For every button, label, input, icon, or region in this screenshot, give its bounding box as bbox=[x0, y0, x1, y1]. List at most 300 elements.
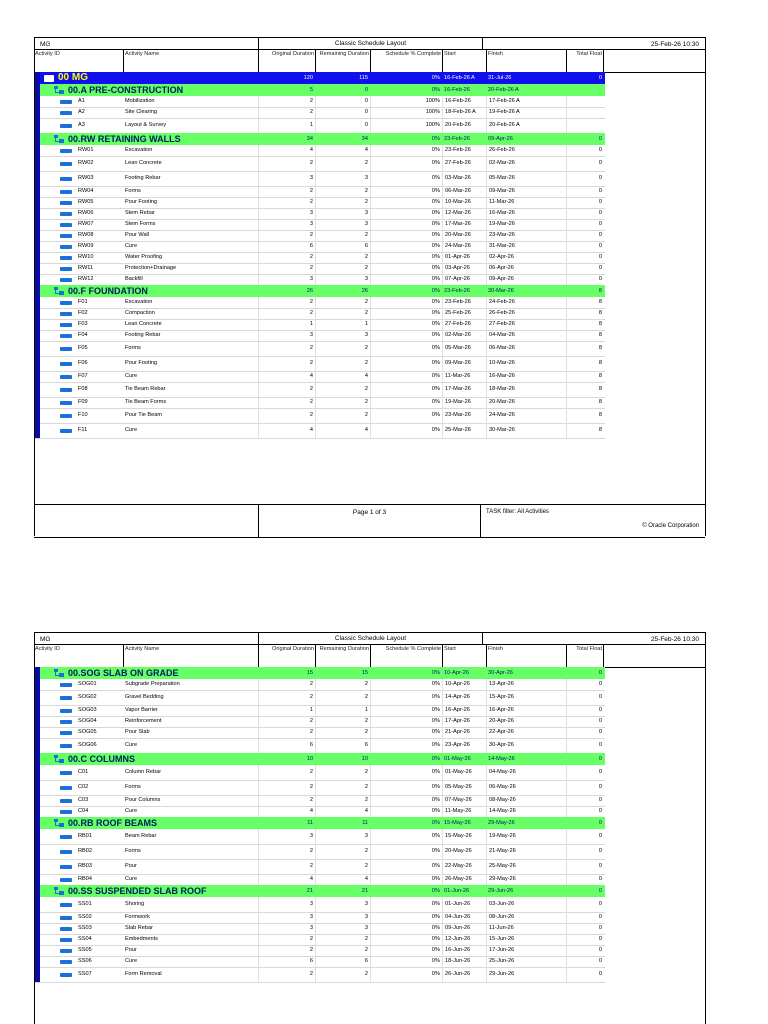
start-date: 07-May-26 bbox=[442, 795, 486, 806]
schedule-percent: 0% bbox=[370, 330, 442, 341]
activity-name: Stem Rebar bbox=[125, 210, 155, 216]
schedule-percent: 100% bbox=[370, 118, 442, 133]
start-date: 24-Mar-26 bbox=[442, 241, 486, 252]
schedule-percent: 0% bbox=[370, 765, 442, 780]
schedule-percent: 0% bbox=[370, 945, 442, 956]
remaining-duration: 4 bbox=[315, 874, 370, 885]
layout-title: Classic Schedule Layout bbox=[258, 38, 483, 50]
finish-date: 24-Feb-26 bbox=[486, 297, 566, 308]
total-float: 0 bbox=[566, 263, 604, 274]
finish-date: 03-Jun-26 bbox=[486, 897, 566, 912]
remaining-duration: 1 bbox=[315, 705, 370, 716]
original-duration: 2 bbox=[258, 252, 315, 263]
activity-id: C04 bbox=[78, 808, 89, 814]
finish-date: 26-Feb-26 bbox=[486, 145, 566, 156]
col-schedule-pct[interactable]: Schedule % Complete bbox=[370, 50, 442, 72]
start-date: 23-Mar-26 bbox=[442, 408, 486, 423]
remaining-duration: 2 bbox=[315, 844, 370, 859]
activity-id: F09 bbox=[78, 399, 88, 405]
activity-id: A1 bbox=[78, 98, 85, 104]
remaining-duration: 3 bbox=[315, 219, 370, 230]
remaining-duration: 3 bbox=[315, 274, 370, 285]
project-code: MG bbox=[40, 41, 51, 48]
finish-date: 16-Mar-26 bbox=[486, 371, 566, 382]
activity-name: Column Rebar bbox=[125, 769, 162, 775]
schedule-percent: 0% bbox=[370, 897, 442, 912]
wbs-name: 00.SOG SLAB ON GRADE bbox=[68, 668, 179, 678]
remaining-duration: 2 bbox=[315, 341, 370, 356]
remaining-duration: 2 bbox=[315, 308, 370, 319]
activity-id: F03 bbox=[78, 321, 88, 327]
remaining-duration: 0 bbox=[315, 96, 370, 107]
activity-id: SOG02 bbox=[78, 694, 97, 700]
wbs-name: 00.C COLUMNS bbox=[68, 754, 136, 764]
remaining-duration: 2 bbox=[315, 186, 370, 197]
total-float: 0 bbox=[566, 230, 604, 241]
original-duration: 2 bbox=[258, 679, 315, 690]
activity-name: Cure bbox=[125, 742, 138, 748]
total-float: 0 bbox=[566, 765, 604, 780]
activity-name: Compaction bbox=[125, 310, 155, 316]
total-float: 0 bbox=[566, 844, 604, 859]
original-duration: 21 bbox=[306, 888, 313, 894]
start-date: 26-May-26 bbox=[442, 874, 486, 885]
remaining-duration: 3 bbox=[315, 912, 370, 923]
remaining-duration: 115 bbox=[359, 75, 368, 81]
activity-name: Reinforcement bbox=[125, 718, 162, 724]
remaining-duration: 6 bbox=[315, 956, 370, 967]
schedule-percent: 0% bbox=[370, 274, 442, 285]
schedule-percent: 0% bbox=[370, 780, 442, 795]
activity-name: Embedments bbox=[125, 936, 158, 942]
activity-name: Pour Columns bbox=[125, 797, 161, 803]
col-total-float[interactable]: Total Float bbox=[566, 50, 604, 72]
start-date: 04-Jun-26 bbox=[442, 912, 486, 923]
total-float: 0 bbox=[566, 738, 604, 753]
activity-name: Beam Rebar bbox=[125, 833, 157, 839]
start-date: 03-Apr-26 bbox=[442, 263, 486, 274]
finish-date: 29-Jun-26 bbox=[488, 888, 514, 894]
finish-date: 30-Apr-26 bbox=[488, 670, 513, 676]
start-date: 01-Jun-26 bbox=[444, 888, 470, 894]
total-float: 8 bbox=[566, 397, 604, 408]
start-date: 11-Mar-26 bbox=[442, 371, 486, 382]
start-date: 01-Jun-26 bbox=[442, 897, 486, 912]
total-float: 0 bbox=[566, 945, 604, 956]
col-original-duration[interactable]: Original Duration bbox=[258, 50, 315, 72]
schedule-percent: 0% bbox=[370, 738, 442, 753]
schedule-percent: 0% bbox=[370, 297, 442, 308]
schedule-page-1 bbox=[34, 37, 705, 538]
original-duration: 3 bbox=[258, 923, 315, 934]
schedule-percent: 0% bbox=[370, 859, 442, 874]
activity-id: F10 bbox=[78, 412, 88, 418]
finish-date: 25-May-26 bbox=[486, 859, 566, 874]
original-duration: 2 bbox=[258, 765, 315, 780]
remaining-duration: 4 bbox=[315, 145, 370, 156]
schedule-percent: 0% bbox=[370, 341, 442, 356]
original-duration: 2 bbox=[258, 230, 315, 241]
remaining-duration: 0 bbox=[315, 107, 370, 118]
filter-label: TASK filter: All Activities bbox=[486, 509, 549, 515]
original-duration: 3 bbox=[258, 208, 315, 219]
original-duration: 120 bbox=[303, 75, 313, 81]
start-date: 20-Mar-26 bbox=[442, 230, 486, 241]
schedule-percent: 0% bbox=[431, 888, 440, 894]
activity-name: Protection+Drainage bbox=[125, 265, 177, 271]
finish-date: 02-Apr-26 bbox=[486, 252, 566, 263]
finish-date: 23-Mar-26 bbox=[486, 230, 566, 241]
start-date: 16-Feb-26 bbox=[444, 87, 470, 93]
start-date: 25-Mar-26 bbox=[442, 423, 486, 438]
finish-date: 06-Apr-26 bbox=[486, 263, 566, 274]
start-date: 21-Apr-26 bbox=[442, 727, 486, 738]
total-float: 0 bbox=[598, 820, 602, 826]
finish-date: 20-Feb-26 A bbox=[486, 118, 566, 133]
original-duration: 10 bbox=[306, 756, 313, 762]
col-activity-id[interactable]: Activity ID bbox=[35, 646, 60, 652]
start-date: 20-May-26 bbox=[442, 844, 486, 859]
report-date: 25-Feb-26 10:30 bbox=[650, 636, 699, 643]
remaining-duration: 4 bbox=[315, 423, 370, 438]
original-duration: 2 bbox=[258, 934, 315, 945]
col-total-float[interactable]: Total Float bbox=[566, 645, 604, 667]
col-activity-name[interactable]: Activity Name bbox=[123, 645, 258, 667]
original-duration: 2 bbox=[258, 859, 315, 874]
finish-date: 17-Feb-26 A bbox=[486, 96, 566, 107]
remaining-duration: 2 bbox=[315, 382, 370, 397]
col-activity-id[interactable]: Activity ID bbox=[35, 51, 60, 57]
remaining-duration: 2 bbox=[315, 967, 370, 982]
schedule-percent: 0% bbox=[370, 252, 442, 263]
activity-id: A3 bbox=[78, 122, 85, 128]
activity-id: SS04 bbox=[78, 936, 92, 942]
start-date: 01-Apr-26 bbox=[442, 252, 486, 263]
remaining-duration: 6 bbox=[315, 241, 370, 252]
total-float: 8 bbox=[566, 330, 604, 341]
remaining-duration: 26 bbox=[361, 288, 368, 294]
original-duration: 15 bbox=[306, 670, 313, 676]
finish-date: 19-May-26 bbox=[486, 829, 566, 844]
start-date: 09-Mar-26 bbox=[442, 356, 486, 371]
original-duration: 2 bbox=[258, 308, 315, 319]
remaining-duration: 2 bbox=[315, 263, 370, 274]
schedule-percent: 0% bbox=[370, 219, 442, 230]
finish-date: 25-Jun-26 bbox=[486, 956, 566, 967]
total-float: 8 bbox=[566, 297, 604, 308]
schedule-percent: 0% bbox=[431, 87, 440, 93]
schedule-percent: 0% bbox=[370, 408, 442, 423]
original-duration: 1 bbox=[258, 705, 315, 716]
schedule-percent: 0% bbox=[370, 397, 442, 408]
activity-id: RW02 bbox=[78, 160, 94, 166]
original-duration: 5 bbox=[309, 87, 313, 93]
start-date: 25-Feb-26 bbox=[442, 308, 486, 319]
original-duration: 6 bbox=[258, 738, 315, 753]
remaining-duration: 3 bbox=[315, 330, 370, 341]
original-duration: 2 bbox=[258, 186, 315, 197]
activity-id: RW04 bbox=[78, 188, 94, 194]
start-date: 05-Mar-26 bbox=[442, 341, 486, 356]
original-duration: 3 bbox=[258, 829, 315, 844]
start-date: 19-Mar-26 bbox=[442, 397, 486, 408]
finish-date: 08-Jun-26 bbox=[486, 912, 566, 923]
finish-date: 27-Feb-26 bbox=[486, 319, 566, 330]
activity-id: C03 bbox=[78, 797, 89, 803]
activity-name: Forms bbox=[125, 345, 141, 351]
total-float: 0 bbox=[566, 241, 604, 252]
start-date: 22-May-26 bbox=[442, 859, 486, 874]
start-date: 15-May-26 bbox=[444, 820, 471, 826]
start-date: 05-May-26 bbox=[442, 780, 486, 795]
total-float: 0 bbox=[566, 956, 604, 967]
schedule-percent: 0% bbox=[370, 806, 442, 817]
start-date: 18-Jun-26 bbox=[442, 956, 486, 967]
activity-id: SS07 bbox=[78, 971, 92, 977]
original-duration: 4 bbox=[258, 371, 315, 382]
finish-date: 15-Jun-26 bbox=[486, 934, 566, 945]
start-date: 16-Apr-26 bbox=[442, 705, 486, 716]
remaining-duration: 3 bbox=[315, 829, 370, 844]
schedule-percent: 0% bbox=[370, 795, 442, 806]
activity-name: Lean Concrete bbox=[125, 321, 162, 327]
total-float: 0 bbox=[566, 705, 604, 716]
remaining-duration: 2 bbox=[315, 859, 370, 874]
remaining-duration: 4 bbox=[315, 371, 370, 382]
activity-name: Layout & Survey bbox=[125, 122, 167, 128]
activity-id: RW09 bbox=[78, 243, 94, 249]
schedule-percent: 0% bbox=[370, 912, 442, 923]
schedule-percent: 0% bbox=[370, 356, 442, 371]
finish-date: 19-Mar-26 bbox=[486, 219, 566, 230]
finish-date: 13-Apr-26 bbox=[486, 679, 566, 690]
total-float: 0 bbox=[566, 780, 604, 795]
col-start[interactable]: Start bbox=[442, 645, 486, 667]
activity-name: Backfill bbox=[125, 276, 143, 282]
remaining-duration: 0 bbox=[364, 87, 368, 93]
schedule-percent: 0% bbox=[370, 705, 442, 716]
total-float: 8 bbox=[566, 319, 604, 330]
start-date: 17-Mar-26 bbox=[442, 382, 486, 397]
original-duration: 6 bbox=[258, 956, 315, 967]
finish-date: 22-Apr-26 bbox=[486, 727, 566, 738]
activity-id: SOG06 bbox=[78, 742, 97, 748]
activity-name: Vapor Barrier bbox=[125, 707, 158, 713]
remaining-duration: 2 bbox=[315, 690, 370, 705]
copyright: © Oracle Corporation bbox=[642, 523, 699, 529]
finish-date: 10-Mar-26 bbox=[486, 356, 566, 371]
original-duration: 4 bbox=[258, 423, 315, 438]
activity-name: Forms bbox=[125, 848, 141, 854]
activity-name: Forms bbox=[125, 784, 141, 790]
total-float: 0 bbox=[566, 679, 604, 690]
col-activity-name[interactable]: Activity Name bbox=[123, 50, 258, 72]
total-float: 8 bbox=[566, 371, 604, 382]
start-date: 03-Mar-26 bbox=[442, 171, 486, 186]
total-float: 0 bbox=[566, 156, 604, 171]
finish-date: 30-Mar-26 bbox=[488, 288, 514, 294]
total-float: 0 bbox=[566, 197, 604, 208]
total-float: 0 bbox=[566, 274, 604, 285]
original-duration: 2 bbox=[258, 397, 315, 408]
remaining-duration: 3 bbox=[315, 171, 370, 186]
original-duration: 34 bbox=[306, 136, 313, 142]
activity-name: Tie Beam Rebar bbox=[125, 386, 166, 392]
schedule-percent: 0% bbox=[370, 967, 442, 982]
activity-id: SS03 bbox=[78, 925, 92, 931]
activity-id: RW08 bbox=[78, 232, 94, 238]
original-duration: 26 bbox=[306, 288, 313, 294]
activity-id: RW06 bbox=[78, 210, 94, 216]
original-duration: 2 bbox=[258, 356, 315, 371]
total-float: 0 bbox=[566, 171, 604, 186]
report-date: 25-Feb-26 10:30 bbox=[650, 41, 699, 48]
activity-id: RW12 bbox=[78, 276, 94, 282]
activity-name: Site Clearing bbox=[125, 109, 158, 115]
activity-id: SS05 bbox=[78, 947, 92, 953]
page-frame bbox=[34, 37, 706, 536]
activity-id: SS01 bbox=[78, 901, 92, 907]
original-duration: 2 bbox=[258, 107, 315, 118]
original-duration: 2 bbox=[258, 382, 315, 397]
col-original-duration[interactable]: Original Duration bbox=[258, 645, 315, 667]
col-finish[interactable]: Finish bbox=[486, 645, 566, 667]
schedule-percent: 0% bbox=[370, 230, 442, 241]
activity-id: F07 bbox=[78, 373, 88, 379]
activity-name: Cure bbox=[125, 958, 138, 964]
total-float: 0 bbox=[566, 252, 604, 263]
page-number: Page 1 of 3 bbox=[258, 505, 481, 537]
activity-id: A2 bbox=[78, 109, 85, 115]
activity-name: Shoring bbox=[125, 901, 145, 907]
original-duration: 6 bbox=[258, 241, 315, 252]
activity-name: Cure bbox=[125, 243, 138, 249]
original-duration: 2 bbox=[258, 408, 315, 423]
total-float: 0 bbox=[566, 874, 604, 885]
activity-id: SOG05 bbox=[78, 729, 97, 735]
original-duration: 2 bbox=[258, 945, 315, 956]
wbs-name: 00.RB ROOF BEAMS bbox=[68, 818, 158, 828]
activity-name: Excavation bbox=[125, 147, 153, 153]
activity-name: Water Proofing bbox=[125, 254, 163, 260]
finish-date: 16-Apr-26 bbox=[486, 705, 566, 716]
total-float: 0 bbox=[598, 136, 602, 142]
total-float: 0 bbox=[566, 186, 604, 197]
activity-name: Slab Rebar bbox=[125, 925, 153, 931]
activity-name: Subgrade Preparation bbox=[125, 681, 180, 687]
start-date: 23-Feb-26 bbox=[444, 288, 470, 294]
activity-id: RW03 bbox=[78, 175, 94, 181]
schedule-percent: 0% bbox=[370, 156, 442, 171]
schedule-percent: 0% bbox=[370, 923, 442, 934]
activity-name: Form Removal bbox=[125, 971, 162, 977]
total-float: 0 bbox=[566, 934, 604, 945]
col-schedule-pct[interactable]: Schedule % Complete bbox=[370, 645, 442, 667]
finish-date: 04-Mar-26 bbox=[486, 330, 566, 341]
remaining-duration: 2 bbox=[315, 727, 370, 738]
activity-name: Cure bbox=[125, 427, 138, 433]
col-start[interactable]: Start bbox=[442, 50, 486, 72]
original-duration: 4 bbox=[258, 874, 315, 885]
remaining-duration: 2 bbox=[315, 408, 370, 423]
original-duration: 4 bbox=[258, 806, 315, 817]
schedule-percent: 0% bbox=[431, 75, 440, 81]
schedule-percent: 0% bbox=[431, 756, 440, 762]
col-finish[interactable]: Finish bbox=[486, 50, 566, 72]
col-remaining-duration[interactable]: Remaining Duration bbox=[315, 50, 370, 72]
finish-date: 29-Jun-26 bbox=[486, 967, 566, 982]
finish-date: 15-Apr-26 bbox=[486, 690, 566, 705]
remaining-duration: 2 bbox=[315, 679, 370, 690]
finish-date: 11-Mar-26 bbox=[486, 197, 566, 208]
activity-name: Footing Rebar bbox=[125, 175, 161, 181]
remaining-duration: 3 bbox=[315, 897, 370, 912]
total-float: 0 bbox=[566, 967, 604, 982]
original-duration: 2 bbox=[258, 727, 315, 738]
start-date: 12-Mar-26 bbox=[442, 208, 486, 219]
original-duration: 2 bbox=[258, 341, 315, 356]
remaining-duration: 1 bbox=[315, 319, 370, 330]
wbs-name: 00.A PRE-CONSTRUCTION bbox=[68, 85, 184, 95]
schedule-percent: 0% bbox=[370, 423, 442, 438]
remaining-duration: 34 bbox=[361, 136, 368, 142]
remaining-duration: 0 bbox=[315, 118, 370, 133]
col-remaining-duration[interactable]: Remaining Duration bbox=[315, 645, 370, 667]
original-duration: 2 bbox=[258, 96, 315, 107]
schedule-percent: 0% bbox=[431, 670, 440, 676]
original-duration: 3 bbox=[258, 171, 315, 186]
total-float: 0 bbox=[598, 75, 602, 81]
activity-id: F06 bbox=[78, 360, 88, 366]
start-date: 27-Feb-26 bbox=[442, 156, 486, 171]
activity-id: RB01 bbox=[78, 833, 92, 839]
remaining-duration: 3 bbox=[315, 923, 370, 934]
finish-date: 30-Apr-26 bbox=[486, 738, 566, 753]
schedule-percent: 0% bbox=[370, 145, 442, 156]
start-date: 16-Feb-26 A bbox=[444, 75, 475, 81]
schedule-percent: 0% bbox=[370, 727, 442, 738]
finish-date: 26-Feb-26 bbox=[486, 308, 566, 319]
start-date: 11-May-26 bbox=[442, 806, 486, 817]
finish-date: 21-May-26 bbox=[486, 844, 566, 859]
activity-id: F05 bbox=[78, 345, 88, 351]
total-float: 8 bbox=[566, 308, 604, 319]
total-float: 8 bbox=[566, 356, 604, 371]
total-float: 8 bbox=[566, 408, 604, 423]
activity-id: RW01 bbox=[78, 147, 94, 153]
total-float: 8 bbox=[566, 423, 604, 438]
start-date: 10-Mar-26 bbox=[442, 197, 486, 208]
finish-date: 18-Mar-26 bbox=[486, 382, 566, 397]
total-float: 0 bbox=[566, 145, 604, 156]
original-duration: 1 bbox=[258, 319, 315, 330]
schedule-percent: 0% bbox=[370, 690, 442, 705]
total-float: 0 bbox=[566, 690, 604, 705]
original-duration: 3 bbox=[258, 897, 315, 912]
remaining-duration: 2 bbox=[315, 230, 370, 241]
remaining-duration: 2 bbox=[315, 934, 370, 945]
activity-name: Gravel Bedding bbox=[125, 694, 164, 700]
activity-id: C01 bbox=[78, 769, 89, 775]
activity-name: Pour bbox=[125, 863, 137, 869]
remaining-duration: 2 bbox=[315, 252, 370, 263]
activity-id: F02 bbox=[78, 310, 88, 316]
start-date: 23-Feb-26 bbox=[444, 136, 470, 142]
finish-date: 08-May-26 bbox=[486, 795, 566, 806]
activity-name: Cure bbox=[125, 373, 138, 379]
total-float: 8 bbox=[566, 341, 604, 356]
activity-id: SOG03 bbox=[78, 707, 97, 713]
